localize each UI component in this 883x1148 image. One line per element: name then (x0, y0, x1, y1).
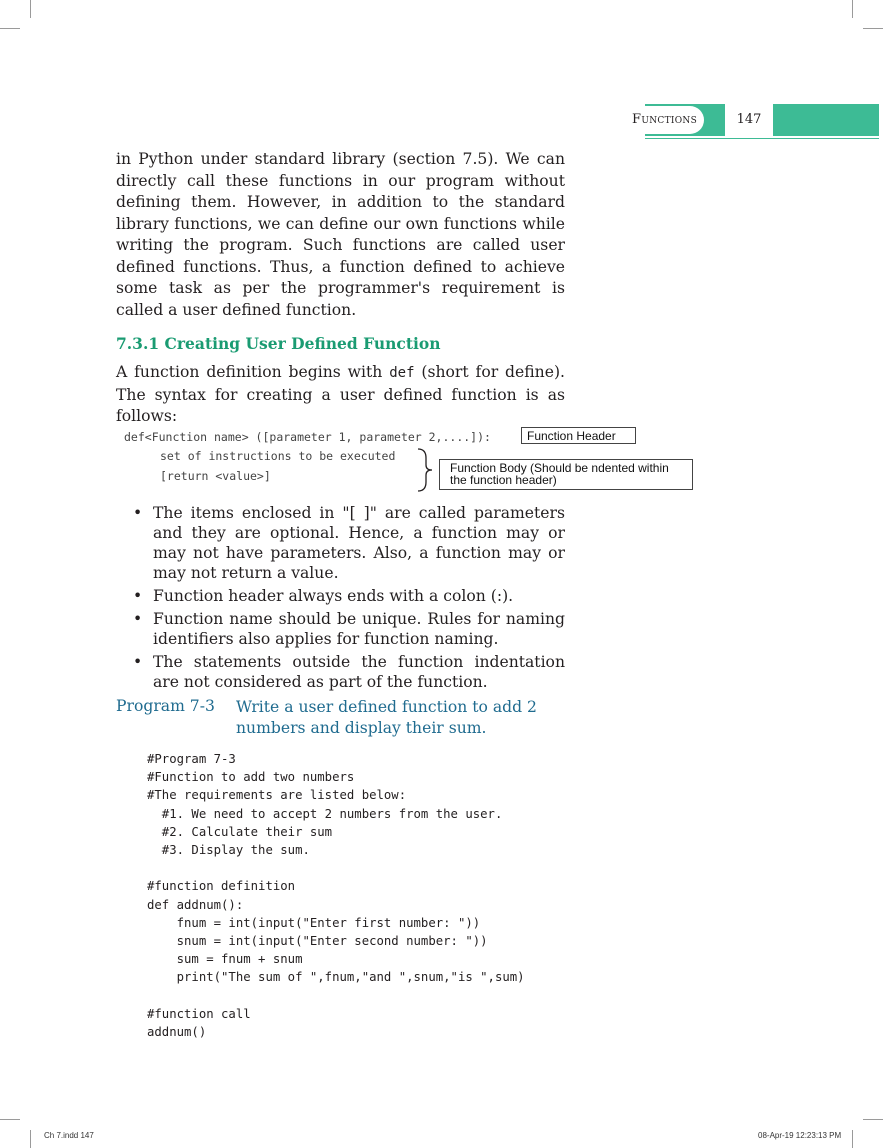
program-label: Program 7-3 (116, 697, 215, 715)
function-body-callout: Function Body (Should be ndented within the function header) (439, 459, 693, 490)
header-rule (645, 138, 879, 139)
intro-paragraph: in Python under standard library (section 7.5). We can directly call these functions in our program without defining them. However, in addition to the standard library functions, we can define our own functions while writing the program. Such functions are called user defined functions. Thus, a function defined to achieve some task as per the programmer's requirement is called a user defined function. (116, 150, 565, 319)
list-item-text: The statements outside the function indentation are not considered as part of the function. (153, 653, 565, 691)
bullet-icon: • (133, 587, 143, 605)
list-item (116, 503, 565, 583)
footer-file-info: Ch 7.indd 147 (44, 1131, 94, 1140)
crop-mark (852, 0, 853, 18)
crop-mark (0, 28, 20, 29)
section-heading: 7.3.1 Creating User Defined Function (116, 334, 441, 353)
bullet-icon: • (133, 653, 143, 671)
footer-timestamp: 08-Apr-19 12:23:13 PM (758, 1131, 842, 1140)
bullet-icon: • (133, 504, 143, 522)
list-item-text: Function name should be unique. Rules for naming identifiers also applies for function naming. (153, 610, 565, 648)
syntax-line-return: [return <value>] (160, 469, 271, 483)
crop-mark (852, 1130, 853, 1148)
crop-mark (0, 1119, 20, 1120)
crop-mark (30, 0, 31, 18)
definition-paragraph (116, 362, 565, 428)
brace-icon (416, 448, 440, 492)
crop-mark (863, 1119, 883, 1120)
list-item (116, 609, 565, 649)
page-number: 147 (724, 104, 774, 136)
crop-mark (863, 28, 883, 29)
crop-mark (30, 1130, 31, 1148)
syntax-line-body: set of instructions to be executed (160, 449, 396, 463)
list-item-text: The items enclosed in "[ ]" are called parameters and they are optional. Hence, a function may or may not have parameters. Also, a function may or may not return a value. (153, 504, 565, 582)
program-code: #Program 7-3 #Function to add two numbers #The requirements are listed below: #1. We need to accept 2 numbers from the user. #2. Calculate their sum #3. Display the sum. #function definition def addnum(): fnum = int(input("Enter first number: ")) snum = int(input("Enter second number: ")) sum = fnum + snum print("The sum of ",fnum,"and ",snum,"is ",sum) #function call addnum() (147, 752, 525, 1040)
list-item (116, 652, 565, 692)
list-item (116, 586, 565, 606)
notes-list (116, 503, 565, 695)
program-description: Write a user defined function to add 2 numbers and display their sum. (236, 698, 537, 737)
def-keyword: def (389, 365, 415, 381)
syntax-line-header: def<Function name> ([parameter 1, parameter 2,....]): (124, 430, 491, 444)
list-item-text: Function header always ends with a colon (:). (153, 587, 514, 605)
bullet-icon: • (133, 610, 143, 628)
function-header-callout: Function Header (521, 427, 636, 444)
running-header-title: Functions (632, 112, 698, 127)
definition-text-end: (short for define). The syntax for creating a user defined function is as follows: (116, 363, 565, 425)
definition-text-start: A function definition begins with (116, 363, 390, 381)
